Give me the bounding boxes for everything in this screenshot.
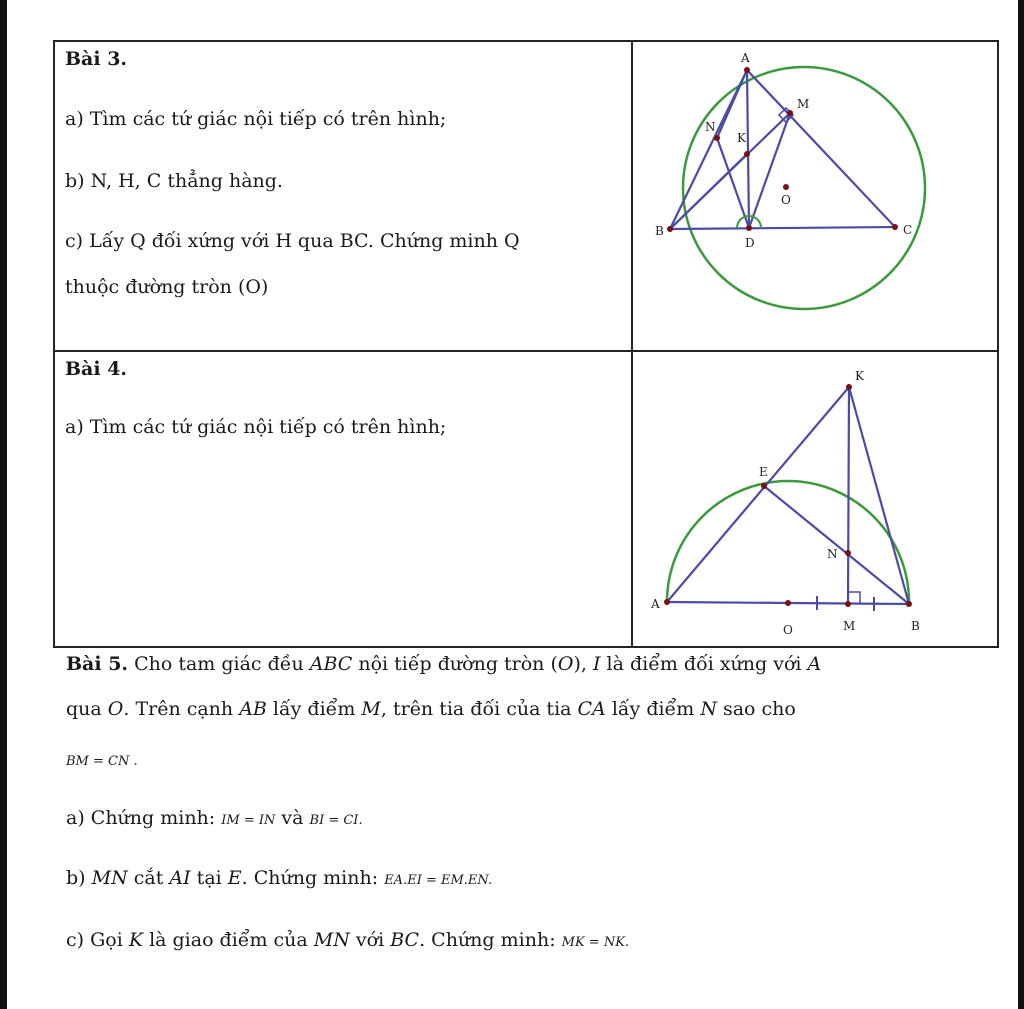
bai5-title: Bài 5. xyxy=(66,653,129,675)
label-d: D xyxy=(745,236,755,250)
label-k: K xyxy=(737,131,746,145)
bai5-line2 xyxy=(66,697,796,721)
label-m: M xyxy=(843,619,856,633)
bai5-part-b xyxy=(66,866,492,893)
label-c: C xyxy=(903,223,913,237)
math-bc: BC xyxy=(390,929,420,951)
bai3-part-c-line2: thuộc đường tròn (O) xyxy=(65,276,269,298)
text: lấy điểm xyxy=(605,698,701,720)
label-b: B xyxy=(911,619,920,633)
math-bi-ci: BI = CI. xyxy=(309,813,363,828)
label-e: E xyxy=(759,465,768,479)
math-product: EA.EI = EM.EN. xyxy=(384,873,493,888)
label-o: O xyxy=(781,193,791,207)
bai3-points xyxy=(667,67,898,232)
bai4-part-a: a) Tìm các tứ giác nội tiếp có trên hình; xyxy=(65,416,447,438)
text: a) Chứng minh: xyxy=(66,807,222,829)
math-ab: AB xyxy=(239,698,267,720)
label-n: N xyxy=(705,120,716,134)
math-o: O xyxy=(557,653,574,675)
bai4-geometry-figure xyxy=(633,352,997,648)
math-n: N xyxy=(700,698,717,720)
text: . Trên cạnh xyxy=(123,698,240,720)
text: là giao điểm của xyxy=(143,929,314,951)
bai4-points xyxy=(664,384,912,607)
label-a: A xyxy=(651,597,660,611)
bai4-segments xyxy=(667,387,909,604)
bai3-part-a: a) Tìm các tứ giác nội tiếp có trên hình; xyxy=(65,108,447,130)
bai3-geometry-figure xyxy=(633,42,997,348)
bai5-part-a xyxy=(66,806,363,833)
exercise-table xyxy=(53,40,999,648)
math-mk-nk: MK = NK. xyxy=(561,935,630,950)
text: . Chứng minh: xyxy=(419,929,562,951)
math-m: M xyxy=(361,698,381,720)
text: b) xyxy=(66,867,92,889)
text: và xyxy=(275,807,310,829)
semicircle-o xyxy=(667,481,909,602)
text: Cho tam giác đều xyxy=(128,653,310,675)
math-mn: MN xyxy=(313,929,350,951)
math-ca: CA xyxy=(577,698,606,720)
label-k: K xyxy=(855,369,864,383)
math-abc: ABC xyxy=(309,653,353,675)
math-im-in: IM = IN xyxy=(221,813,276,828)
text: với xyxy=(349,929,391,951)
label-m: M xyxy=(797,97,810,111)
bai4-title: Bài 4. xyxy=(65,358,128,380)
math-ai: AI xyxy=(169,867,191,889)
math-k: K xyxy=(128,929,144,951)
math-o: O xyxy=(107,698,124,720)
text: , trên tia đối của tia xyxy=(380,698,578,720)
bai5-condition: BM = CN . xyxy=(66,754,138,769)
text: sao cho xyxy=(716,698,796,720)
math-e: E xyxy=(227,867,242,889)
text: lấy điểm xyxy=(266,698,362,720)
bai3-title: Bài 3. xyxy=(65,48,128,70)
left-dark-edge xyxy=(0,0,7,1009)
text: ), xyxy=(573,653,593,675)
text: . Chứng minh: xyxy=(241,867,385,889)
text: nội tiếp đường tròn ( xyxy=(352,653,558,675)
math-a: A xyxy=(807,653,822,675)
bai3-part-b: b) N, H, C thẳng hàng. xyxy=(65,170,283,192)
label-n: N xyxy=(827,547,838,561)
bai3-part-c-line1: c) Lấy Q đối xứng với H qua BC. Chứng minh Q xyxy=(65,230,520,252)
bai5-line1 xyxy=(66,652,821,676)
right-dark-edge xyxy=(1018,0,1024,1009)
bai5-part-c xyxy=(66,928,629,955)
text: c) Gọi xyxy=(66,929,129,951)
text: tại xyxy=(190,867,228,889)
label-b: B xyxy=(655,224,664,238)
text: là điểm đối xứng với xyxy=(600,653,808,675)
text: qua xyxy=(66,698,108,720)
label-o: O xyxy=(783,623,793,637)
math-i: I xyxy=(592,653,601,675)
label-a: A xyxy=(741,51,750,65)
text: cắt xyxy=(127,867,170,889)
math-mn: MN xyxy=(91,867,128,889)
